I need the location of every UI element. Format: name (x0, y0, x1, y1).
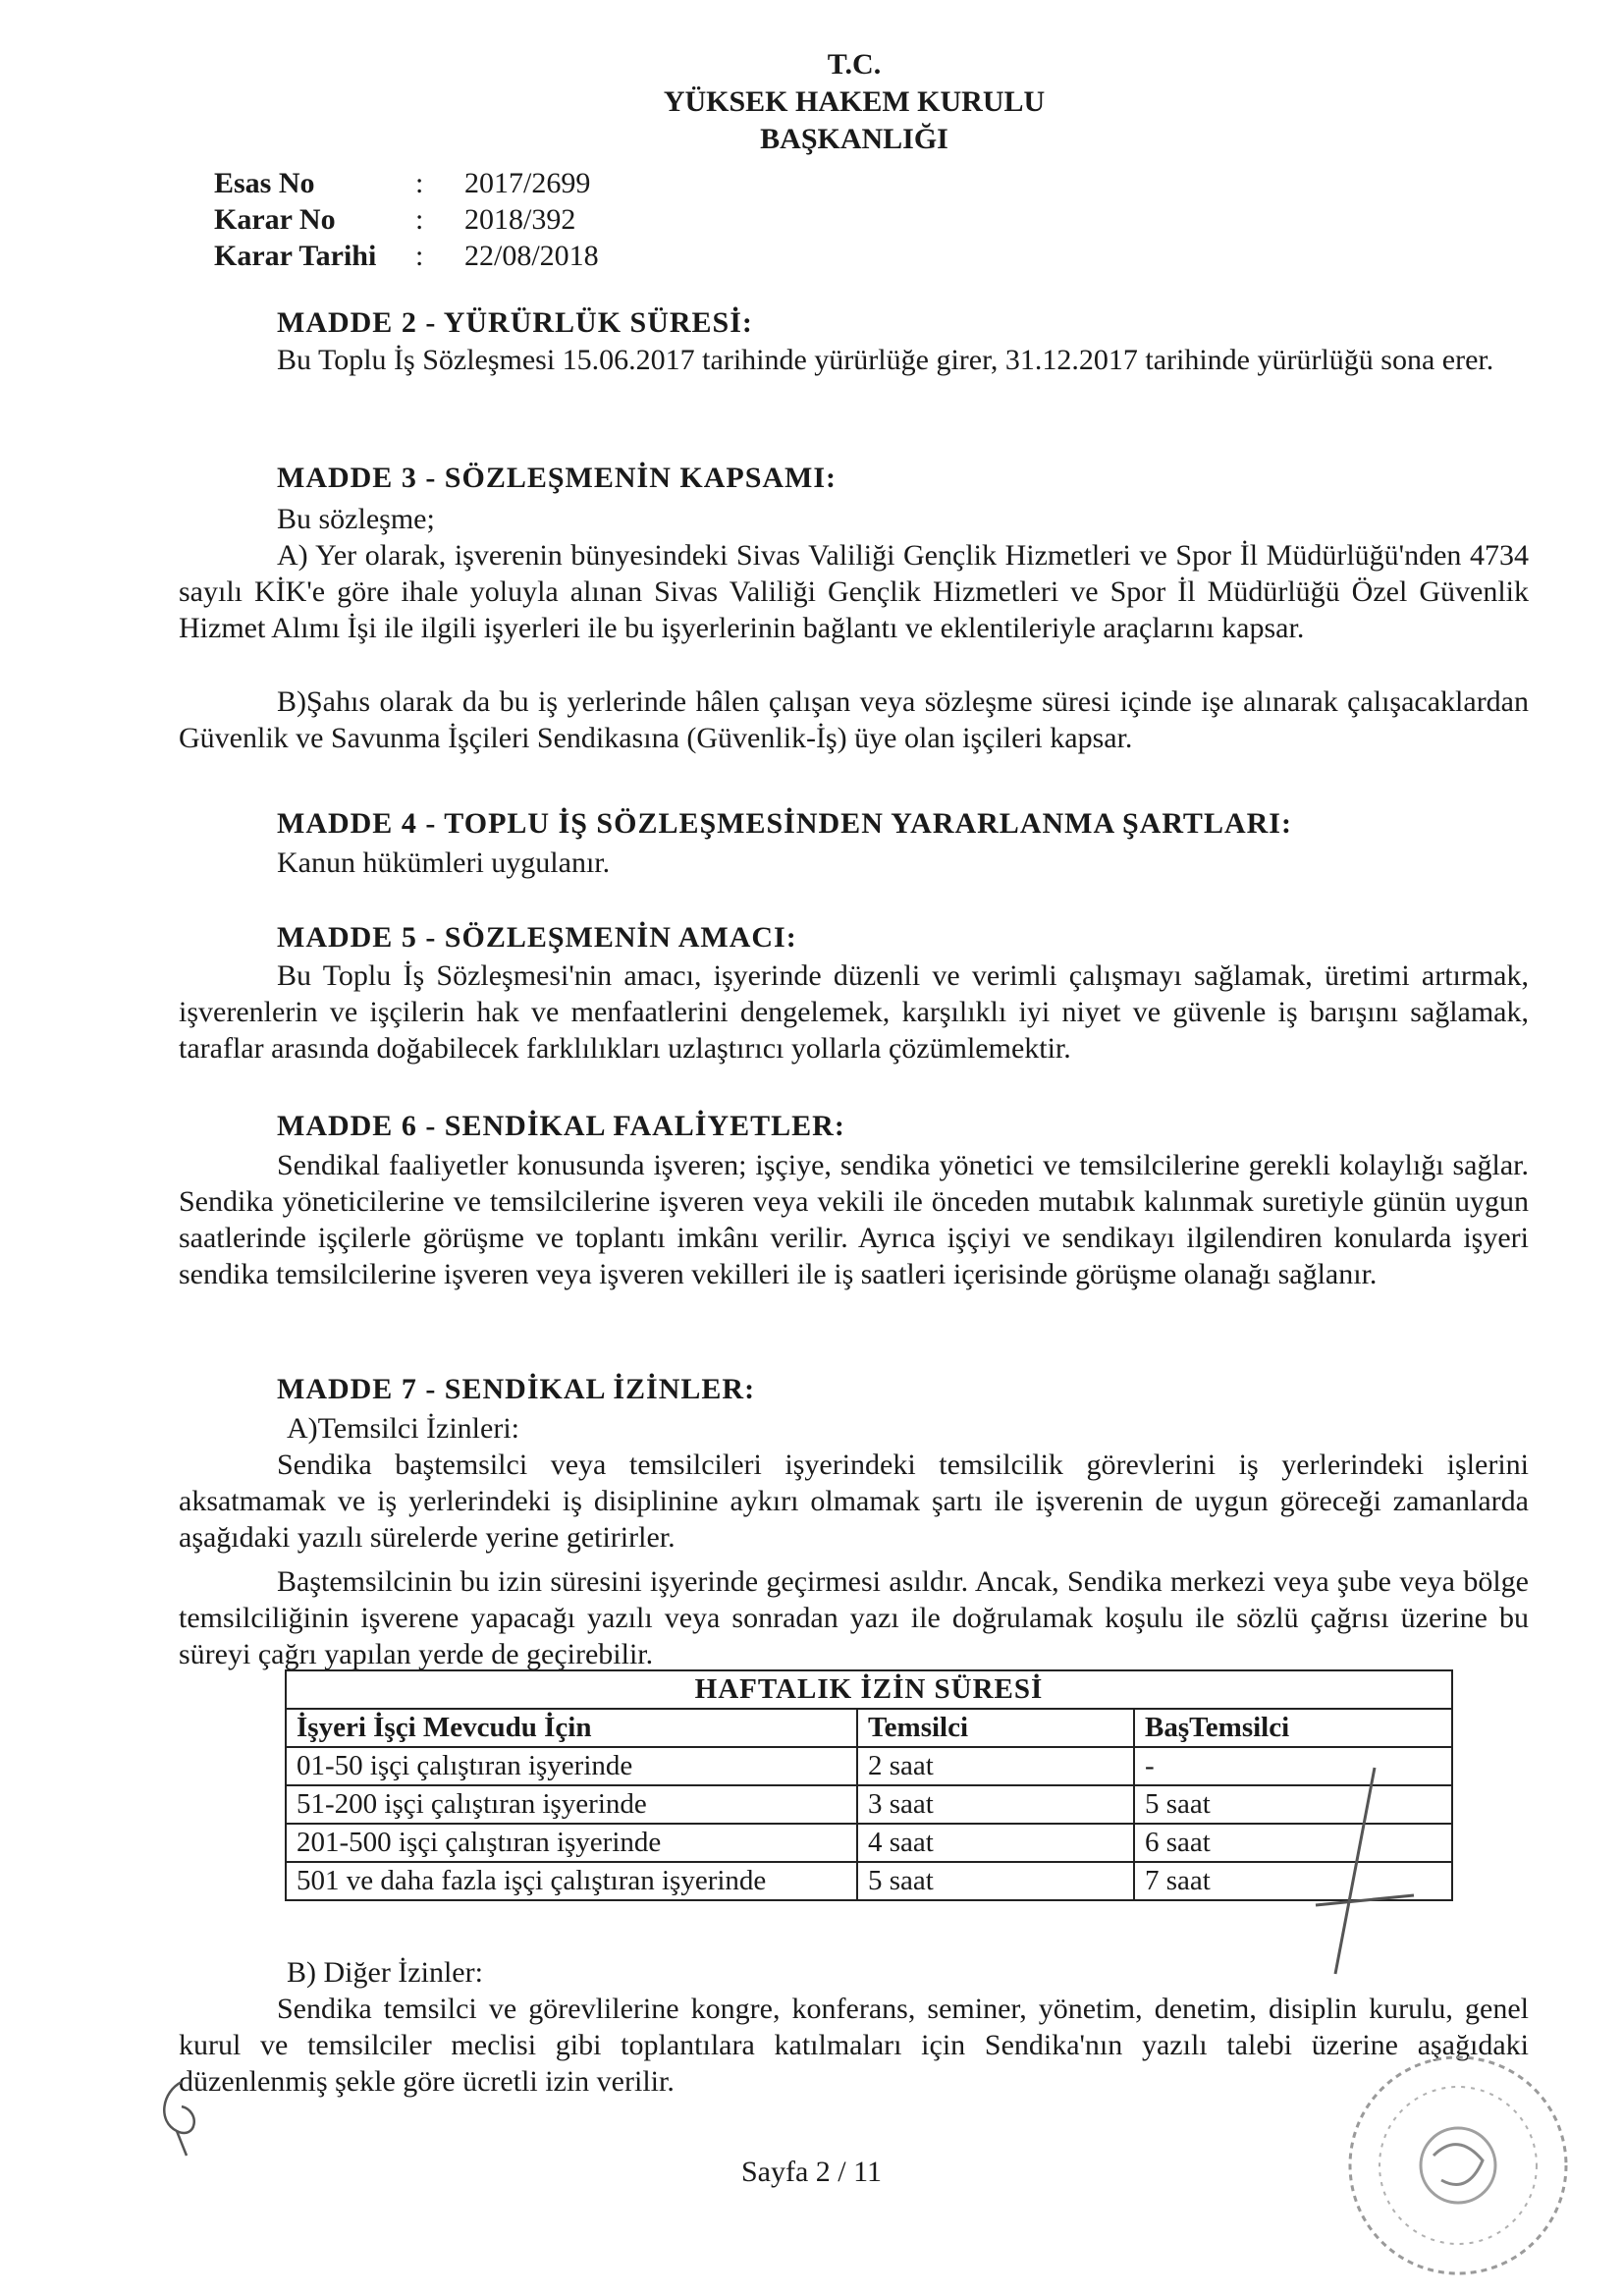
article-3-title: MADDE 3 - SÖZLEŞMENİN KAPSAMI: (277, 462, 838, 494)
article-7-text-2: Baştemsilcinin bu izin süresini işyerinde geçirmesi asıldır. Ancak, Sendika merkezi veya şube veya bölge temsilciliğinin işverene yapacağı yazılı veya sonradan yazı ile doğrulamak koşulu ile sözlü çağrısı üzerine bu süreyi çağrı yapılan yerde de geçirebilir. (179, 1565, 1529, 1670)
meta-value: 2018/392 (464, 203, 576, 236)
article-2-title: MADDE 2 - YÜRÜRLÜK SÜRESİ: (277, 306, 753, 339)
meta-row (214, 238, 705, 274)
table-cell: 201-500 işçi çalıştıran işyerinde (286, 1824, 857, 1862)
meta-sep: : (415, 203, 424, 236)
article-7-title: MADDE 7 - SENDİKAL İZİNLER: (277, 1373, 756, 1405)
table-cell: 5 saat (857, 1862, 1134, 1900)
article-2-text: Bu Toplu İş Sözleşmesi 15.06.2017 tarihinde yürürlüğe girer, 31.12.2017 tarihinde yürürlüğü sona erer. (277, 344, 1494, 376)
page-number: Sayfa 2 / 11 (740, 2156, 883, 2188)
table-caption-row (286, 1670, 1452, 1709)
article-7-subtitle-b: B) Diğer İzinler: (287, 1956, 483, 1989)
table-header-row (286, 1709, 1452, 1747)
table-cell: 6 saat (1134, 1824, 1452, 1862)
article-4-text: Kanun hükümleri uygulanır. (277, 847, 611, 879)
table-cell: 3 saat (857, 1785, 1134, 1824)
column-header-representative: Temsilci (857, 1709, 1134, 1747)
header-presidency: BAŞKANLIĞI (760, 123, 948, 155)
meta-label: Esas No (214, 167, 315, 199)
table-row (286, 1862, 1452, 1900)
meta-row (214, 165, 705, 201)
meta-sep: : (415, 240, 424, 272)
handwritten-page-mark (1296, 1748, 1434, 1994)
article-3-intro: Bu sözleşme; (277, 503, 435, 535)
meta-value: 2017/2699 (464, 167, 591, 199)
table-cell: 51-200 işçi çalıştıran işyerinde (286, 1785, 857, 1824)
article-6-text: Sendikal faaliyetler konusunda işveren; işçiye, sendika yönetici ve temsilcilerine gerekli kolaylığı sağlar. Sendika yöneticilerine ve temsilcilerine işveren veya vekili ile önceden mutabık kalınmak suretiyle günün uygun saatlerinde işçilerle görüşme ve toplantı imkânı verilir. Ayrıca işçiyi ve sendikayı ilgilendiren konularda işyeri sendika temsilcilerine işveren veya işveren vekilleri ile iş saatleri içerisinde görüşme olanağı sağlanır. (179, 1149, 1529, 1290)
table-cell: - (1134, 1747, 1452, 1785)
margin-scribble-icon (147, 2072, 216, 2160)
article-7-subtitle-a: A)Temsilci İzinleri: (287, 1412, 519, 1445)
table-cell: 4 saat (857, 1824, 1134, 1862)
article-4-title: MADDE 4 - TOPLU İŞ SÖZLEŞMESİNDEN YARARLANMA ŞARTLARI: (277, 807, 1292, 840)
column-header-chief-representative: BaşTemsilci (1134, 1709, 1452, 1747)
meta-value: 22/08/2018 (464, 240, 599, 272)
article-5-text: Bu Toplu İş Sözleşmesi'nin amacı, işyerinde düzenli ve verimli çalışmayı sağlamak, üretimi artırmak, işverenlerin ve işçilerin hak ve menfaatlerini dengelemek, karşılıklı iyi niyet ve güvenle iş barışını sağlamak, taraflar arasında doğabilecek farklılıkları uzlaştırıcı yollarla çözümlemektir. (179, 959, 1529, 1065)
table-row (286, 1785, 1452, 1824)
article-7-text-1: Sendika baştemsilci veya temsilcileri işyerindeki temsilcilik görevlerini iş yerlerindeki işlerini aksatmamak ve iş yerlerindeki iş disiplinine aykırı olmamak şartı ile işverenin de uygun göreceği zamanlarda aşağıdaki yazılı sürelerde yerine getirirler. (179, 1449, 1529, 1554)
table-cell: 2 saat (857, 1747, 1134, 1785)
table-caption: HAFTALIK İZİN SÜRESİ (286, 1670, 1452, 1709)
table-cell: 501 ve daha fazla işçi çalıştıran işyerinde (286, 1862, 857, 1900)
weekly-leave-table (285, 1669, 1453, 1901)
article-3-clause-a: A) Yer olarak, işverenin bünyesindeki Sivas Valiliği Gençlik Hizmetleri ve Spor İl Müdürlüğü'nden 4734 sayılı KİK'e göre ihale yoluyla alınan Sivas Valiliği Gençlik Hizmetleri ve Spor İl Müdürlüğü Özel Güvenlik Hizmet Alımı İşi ile ilgili işyerleri ile bu işyerlerinin bağlantı ve eklentileriyle araçlarını kapsar. (179, 539, 1529, 644)
meta-row (214, 201, 705, 238)
article-7-text-3: Sendika temsilci ve görevlilerine kongre, konferans, seminer, yönetim, denetim, disiplin kurulu, genel kurul ve temsilciler meclisi gibi toplantılara katılmaları için Sendika'nın yazılı talebi üzerine aşağıdaki düzenlenmiş şekle göre ücretli izin verilir. (179, 1993, 1529, 2098)
table-row (286, 1824, 1452, 1862)
table-cell: 01-50 işçi çalıştıran işyerinde (286, 1747, 857, 1785)
meta-label: Karar Tarihi (214, 240, 377, 272)
article-3-clause-b: B)Şahıs olarak da bu iş yerlerinde hâlen çalışan veya sözleşme süresi içinde işe alınarak çalışacaklardan Güvenlik ve Savunma İşçileri Sendikasına (Güvenlik-İş) üye olan işçileri kapsar. (179, 685, 1529, 754)
article-5-title: MADDE 5 - SÖZLEŞMENİN AMACI: (277, 921, 797, 954)
header-institution: YÜKSEK HAKEM KURULU (663, 85, 1046, 118)
case-meta (214, 165, 705, 278)
table-row (286, 1747, 1452, 1785)
meta-sep: : (415, 167, 424, 199)
column-header-workforce: İşyeri İşçi Mevcudu İçin (286, 1709, 857, 1747)
article-6-title: MADDE 6 - SENDİKAL FAALİYETLER: (277, 1110, 845, 1142)
table-cell: 5 saat (1134, 1785, 1452, 1824)
table-cell: 7 saat (1134, 1862, 1452, 1900)
meta-label: Karar No (214, 203, 336, 236)
header-line-tc: T.C. (827, 48, 882, 81)
